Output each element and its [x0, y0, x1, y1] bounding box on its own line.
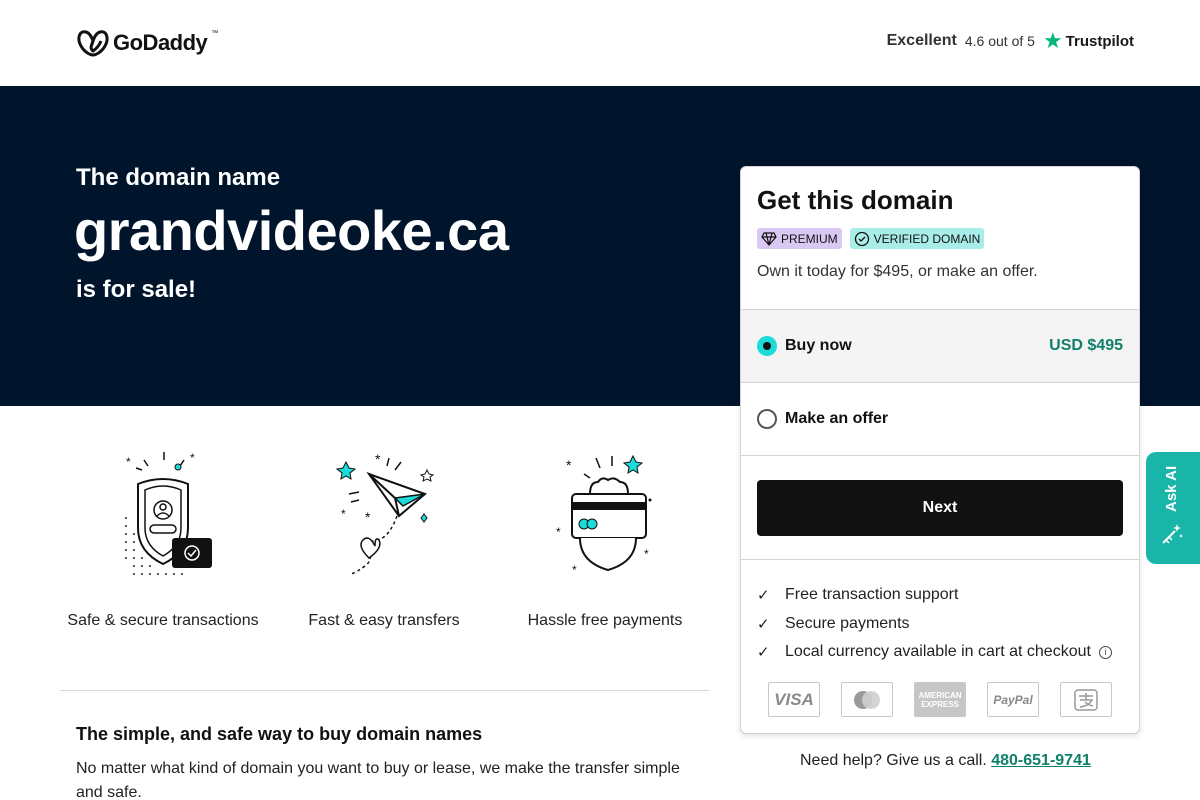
verified-check-icon	[854, 231, 870, 247]
svg-text:*: *	[365, 509, 371, 525]
verified-badge	[850, 228, 985, 249]
premium-badge	[757, 228, 842, 249]
perk-label: Secure payments	[785, 614, 910, 632]
domain-badges	[757, 228, 984, 249]
star-icon: ★	[1042, 28, 1063, 53]
svg-text:*: *	[190, 451, 195, 465]
perk-label: Free transaction support	[785, 586, 959, 604]
ask-ai-tab[interactable]	[1146, 452, 1200, 564]
next-button[interactable]: Next	[757, 480, 1123, 536]
svg-text:*: *	[572, 563, 577, 577]
svg-text:*: *	[644, 547, 649, 561]
domain-name-heading: grandvideoke.ca	[74, 199, 509, 262]
perks-list	[757, 581, 1112, 667]
godaddy-logo[interactable]	[77, 29, 218, 57]
make-offer-label: Make an offer	[785, 410, 889, 427]
visa-icon: VISA	[768, 682, 820, 717]
logo-trademark: ™	[211, 29, 219, 37]
svg-text:*: *	[126, 455, 131, 469]
feature-payments	[495, 448, 715, 630]
perk-item	[757, 610, 1112, 639]
trustpilot-label: Trustpilot	[1065, 32, 1134, 50]
svg-text:*: *	[556, 525, 561, 539]
hero-for-sale: is for sale!	[76, 276, 197, 303]
option-make-offer[interactable]	[741, 382, 1139, 455]
magic-wand-icon	[1160, 522, 1184, 546]
info-body: No matter what kind of domain you want to buy or lease, we make the transfer simple and safe.	[76, 760, 680, 800]
perk-item	[757, 638, 1112, 667]
feature-secure	[53, 448, 273, 630]
svg-text:*: *	[375, 451, 381, 467]
feature-transfers	[274, 448, 494, 630]
feature-label: Hassle free payments	[527, 612, 683, 629]
help-text: Need help? Give us a call.	[800, 752, 987, 769]
make-offer-radio[interactable]	[757, 409, 777, 429]
rating-label: Excellent	[886, 32, 957, 49]
rating-score: 4.6 out of 5	[964, 33, 1035, 49]
buy-now-radio[interactable]	[757, 336, 777, 356]
premium-badge-label: PREMIUM	[781, 231, 838, 246]
next-section	[741, 455, 1139, 560]
perk-item	[757, 581, 1112, 610]
perk-label: Local currency available in cart at checkout	[785, 643, 1091, 661]
trustpilot-rating[interactable]	[887, 30, 1134, 52]
hero-intro: The domain name	[76, 164, 281, 191]
checkmark-icon: ✓	[757, 587, 770, 605]
hand-card-icon	[550, 448, 660, 578]
price-summary: Own it today for $495, or make an offer.	[757, 263, 1038, 280]
paper-plane-icon	[329, 448, 439, 578]
verified-badge-label: VERIFIED DOMAIN	[873, 231, 981, 246]
ask-ai-label: Ask AI	[1163, 465, 1180, 512]
checkmark-icon: ✓	[757, 644, 770, 662]
payment-methods	[768, 682, 1112, 717]
alipay-icon	[1060, 682, 1112, 717]
amex-icon: AMERICAN EXPRESS	[914, 682, 966, 717]
feature-label: Fast & easy transfers	[308, 612, 460, 629]
option-buy-now[interactable]	[741, 309, 1139, 382]
mastercard-icon	[841, 682, 893, 717]
shield-icon	[108, 448, 218, 578]
help-line	[800, 752, 1091, 770]
svg-text:*: *	[341, 507, 346, 521]
info-title: The simple, and safe way to buy domain names	[76, 724, 483, 744]
trustpilot-brand	[1043, 30, 1134, 52]
card-title: Get this domain	[757, 185, 954, 215]
paypal-icon: PayPal	[987, 682, 1039, 717]
svg-text:*: *	[566, 457, 572, 473]
logo-text: GoDaddy	[113, 30, 208, 55]
purchase-card	[740, 166, 1140, 734]
buy-now-price: USD $495	[1049, 337, 1123, 354]
godaddy-logo-icon	[77, 29, 109, 57]
help-phone-link[interactable]: 480-651-9741	[991, 752, 1091, 769]
site-header	[0, 0, 1200, 86]
checkmark-icon: ✓	[757, 615, 770, 633]
buy-now-label: Buy now	[785, 337, 852, 354]
section-divider	[60, 690, 709, 691]
info-icon[interactable]: i	[1099, 646, 1112, 659]
diamond-icon	[761, 232, 777, 246]
feature-label: Safe & secure transactions	[67, 612, 259, 629]
